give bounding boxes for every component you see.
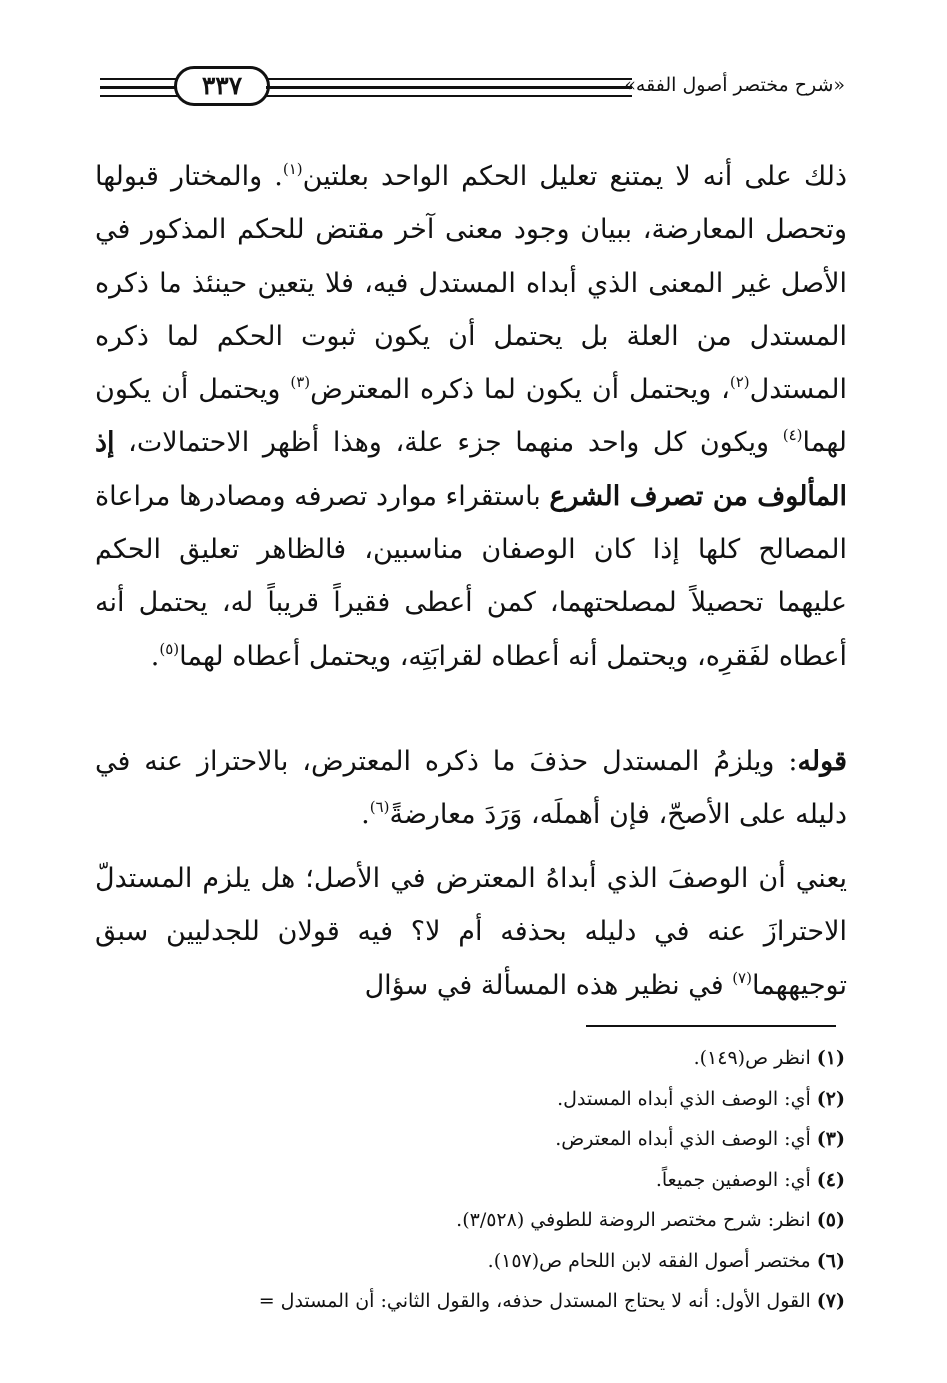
footnote-item bbox=[95, 1119, 845, 1160]
footnote-number: (٥) bbox=[816, 1209, 845, 1231]
footnote-item bbox=[95, 1241, 845, 1282]
footnote-ref: (٦) bbox=[369, 798, 390, 817]
footnote-text: انظر ص(١٤٩). bbox=[693, 1047, 817, 1069]
body-text-segment: في نظير هذه المسألة في سؤال bbox=[364, 969, 733, 1001]
footnote-ref: (٣) bbox=[290, 373, 311, 392]
footnote-number: (٢) bbox=[816, 1087, 845, 1110]
footnote-ref: (١) bbox=[282, 160, 303, 178]
body-text-segment: ويحتمل أن يكون لهما bbox=[95, 374, 847, 459]
footnote-item bbox=[95, 1200, 845, 1241]
header-rule bbox=[266, 95, 632, 97]
running-title: «شرح مختصر أصول الفقه» bbox=[624, 74, 845, 96]
body-paragraph-1 bbox=[95, 150, 847, 683]
page-number: ٣٣٧ bbox=[174, 66, 270, 106]
header-rule bbox=[100, 95, 178, 97]
footnote-item bbox=[95, 1160, 845, 1201]
footnote-number: (٧) bbox=[816, 1290, 845, 1312]
footnote-text: القول الأول: أنه لا يحتاج المستدل حذفه، والقول الثاني: أن المستدل = bbox=[258, 1290, 817, 1312]
footnote-item bbox=[95, 1079, 845, 1120]
body-text-segment: يعني أن الوصفَ الذي أبداهُ المعترض في الأصل؛ هل يلزم المستدلّ الاحترازَ عنه في دليله بحذفه أم لا؟ فيه قولان للجدليين سبق توجيههما bbox=[95, 863, 847, 1001]
body-text-segment: ويكون كل واحد منهما جزء علة، وهذا أظهر الاحتمالات، bbox=[114, 427, 783, 459]
footnote-item bbox=[95, 1038, 845, 1079]
body-text-segment: باستقراء موارد تصرفه ومصادرها مراعاة المصالح كلها إذا كان الوصفان مناسبين، فالظاهر تعليق الحكم عليهما تحصيلاً لمصلحتهما، كمن أعطى فقيراً قريباً له، يحتمل أنه أعطاه لفَقرِه، ويحتمل أنه أعطاه لقرابَتِه، ويحتمل أعطاه لهما bbox=[95, 480, 847, 672]
body-text-segment: ، ويحتمل أن يكون لما ذكره المعترض bbox=[310, 374, 730, 406]
footnote-number: (٦) bbox=[816, 1249, 845, 1272]
footnote-number: (٤) bbox=[816, 1168, 845, 1191]
footnote-ref: (٧) bbox=[732, 968, 752, 987]
footnote-number: (٣) bbox=[816, 1128, 845, 1150]
footnote-ref: (٥) bbox=[159, 639, 180, 658]
footnote-text: انظر: شرح مختصر الروضة للطوفي (٣/٥٢٨). bbox=[456, 1209, 817, 1231]
header-rule bbox=[100, 78, 178, 80]
footnote-text: أي: الوصف الذي أبداه المعترض. bbox=[555, 1128, 817, 1150]
body-text-segment: . والمختار قبولها وتحصل المعارضة، ببيان وجود معنى آخر مقتض للحكم المذكور في الأصل غير المعنى الذي أبداه المستدل فيه، فلا يتعين حينئذ ما ذكره المستدل من العلة بل يحتمل أن يكون ثبوت الحكم لما ذكره المستدل bbox=[95, 161, 847, 406]
body-text-segment: . bbox=[361, 799, 370, 831]
footnote-text: أي: الوصفين جميعاً. bbox=[655, 1168, 817, 1191]
bold-quote: إذ المألوف من تصرف الشرع bbox=[95, 427, 847, 512]
footnote-ref: (٢) bbox=[729, 373, 750, 392]
header-rule bbox=[266, 86, 632, 89]
header-rule bbox=[100, 86, 178, 89]
body-text-segment: : ويلزمُ المستدل حذفَ ما ذكره المعترض، بالاحتراز عنه في دليله على الأصحّ، فإن أهملَه، وَرَدَ معارضةً bbox=[95, 746, 847, 831]
footnote-separator bbox=[586, 1025, 836, 1027]
body-paragraph-2 bbox=[95, 735, 847, 842]
body-text-segment: ذلك على أنه لا يمتنع تعليل الحكم الواحد بعلتين bbox=[302, 161, 848, 192]
footnote-number: (١) bbox=[816, 1047, 845, 1069]
footnote-text: أي: الوصف الذي أبداه المستدل. bbox=[557, 1087, 817, 1110]
body-paragraph-3 bbox=[95, 852, 847, 1012]
quote-label: قوله bbox=[797, 746, 847, 777]
footnote-ref: (٤) bbox=[782, 426, 803, 445]
page-header bbox=[100, 66, 845, 108]
body-text-segment: . bbox=[150, 640, 160, 672]
footnote-text: مختصر أصول الفقه لابن اللحام ص(١٥٧). bbox=[487, 1249, 817, 1272]
footnotes bbox=[95, 1038, 845, 1322]
footnote-item bbox=[95, 1281, 845, 1322]
header-rule bbox=[266, 78, 632, 80]
